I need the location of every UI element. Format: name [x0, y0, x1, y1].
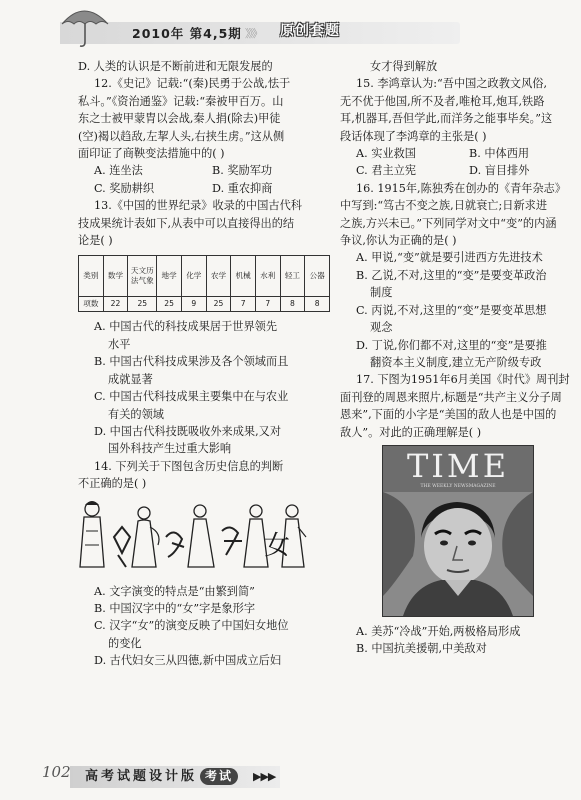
q14-option-b: B. 中国汉字中的“女”字是象形字	[94, 601, 256, 615]
q16-option-d: D. 丁说,你们都不对,这里的“变”是要推	[356, 338, 547, 352]
time-magazine-cover	[382, 445, 534, 617]
q16-option-b: B. 乙说,不对,这里的“变”是要变革政治	[356, 268, 547, 282]
issue-label: 2010年 第4,5期	[132, 26, 242, 41]
question-15: 15. 李鸿章认为:“吾中国之政教文风俗, 无不优于他国,所不及者,唯枪耳,炮耳,铁路 耳,机器耳,吾但学此,而洋务之能事毕矣。”这 段话体现了李鸿章的主张是( ) A. 实业救国 B. 中体西用 C. 君主立宪 D. 盲目排外	[340, 75, 581, 179]
q15-option-d: D. 盲目排外	[469, 164, 530, 178]
q13-option-c: C. 中国古代科技成果主要集中在与农业	[94, 390, 289, 404]
q11-option-d: D. 人类的认识是不断前进和无限发展的	[78, 60, 273, 73]
footer-title: 高考试题设计版	[85, 769, 198, 784]
header-chevrons: 》》》	[245, 27, 261, 40]
time-subtitle: THE WEEKLY NEWSMAGAZINE	[420, 483, 496, 489]
question-17: 17. 下图为1951年6月美国《时代》周刊封 面刊登的周恩来照片,标题是“共产主义分子周 恩来”,下面的小字是“美国的敌人也是中国的 敌人”。对此的正确理解是( ) TIME THE WEEKLY NEWSMAGAZINE A. 美苏“冷战”开始,两极格局形成 B. 中国抗美援朝,中美敌对	[340, 371, 581, 657]
q17-option-b: B. 中国抗美援朝,中美敌对	[356, 642, 487, 656]
nu-character-evolution-figure	[78, 497, 308, 577]
q14-option-a: A. 文字演变的特点是“由繁到简”	[94, 584, 255, 598]
left-column	[78, 58, 330, 670]
page-footer	[40, 760, 520, 794]
q14-option-c: C. 汉字“女”的演变反映了中国妇女地位	[94, 619, 289, 633]
page-number: 102	[42, 763, 71, 781]
q15-option-a: A. 实业救国	[356, 147, 416, 161]
series-title: 原创套题	[280, 23, 340, 39]
q12-options-ab	[78, 162, 330, 179]
q13-option-d: D. 中国古代科技既吸收外来成果,又对	[94, 424, 282, 438]
question-12: 12.《史记》记载:“(秦)民勇于公战,怯于 私斗。”《资治通鉴》记载:“秦被甲百万。山 东之士被甲蒙胄以会战,秦人捐(除去)甲徒 (空)褐以趋敌,左挈人头,右挟生虏。”这从侧 面印证了商鞅变法措施中的( ) A. 连坐法 B. 奖励军功 C. 奖励耕织 D. 重农抑商	[78, 75, 330, 197]
question-14: 14. 下列关于下图包含历史信息的判断 不正确的是( ) 女 A. 文字演变的特点是“由繁到简” B. 中国汉字中的“女”字是象形字 C. 汉字“女”的演变反映了中国妇女地位 的变化 D. 古代妇女三从四德,新中国成立后妇	[78, 458, 330, 670]
q16-option-c: C. 丙说,不对,这里的“变”是要变革思想	[356, 303, 547, 317]
q12-option-a: A. 连坐法	[94, 164, 143, 178]
q12-option-d: D. 重农抑商	[212, 181, 273, 195]
question-13: 13.《中国的世界纪录》收录的中国古代科 技成果统计表如下,从表中可以直接得出的结 论是( ) 类别 数学 天文历法气象 地学 化学 农学 机械 水利 轻工 公器 项数 22 25 25 9 25 7 7 8 8 A. 中国古代的科技成果居于世界领先 水平 B. 中国古代科技成果涉及各个领域而且 成就显著 C. 中国古代科技成果主要集中在与农业 有关的领域 D. 中国古代科技既吸收外来成果,又对 国外科技产生过重大影响	[78, 197, 330, 457]
q17-option-a: A. 美苏“冷战”开始,两极格局形成	[356, 624, 521, 638]
q15-option-c: C. 君主立宪	[356, 164, 417, 178]
q16-option-a: A. 甲说,“变”就是要引进西方先进技术	[356, 251, 543, 265]
q12-options-cd	[78, 180, 330, 197]
q13-option-b: B. 中国古代科技成果涉及各个领域而且	[94, 355, 289, 369]
footer-arrows-icon: ▶▶▶	[253, 770, 276, 783]
q14-option-d-cont: 女才得到解放	[370, 60, 438, 73]
umbrella-icon	[58, 4, 110, 48]
time-masthead: TIME	[406, 446, 510, 485]
science-achievements-table	[78, 255, 330, 312]
q15-option-b: B. 中体西用	[469, 147, 530, 161]
right-column	[340, 58, 581, 658]
q14-option-d: D. 古代妇女三从四德,新中国成立后妇	[94, 654, 282, 668]
table-row: 项数 22 25 25 9 25 7 7 8 8	[79, 297, 330, 312]
q12-option-b: B. 奖励军功	[212, 164, 273, 178]
portrait-photo	[383, 446, 533, 616]
question-16: 16. 1915年,陈独秀在创办的《青年杂志》 中写到:“笃古不变之族,日就衰亡;日新求进 之族,方兴未已。”下列同学对文中“变”的内涵 争议,你认为正确的是( ) A. 甲说,“变”就是要引进西方先进技术 B. 乙说,不对,这里的“变”是要变革政治 制度 C. 丙说,不对,这里的“变”是要变革思想 观念 D. 丁说,你们都不对,这里的“变”是要推 翻资本主义制度,建立无产阶级专政	[340, 180, 581, 371]
q12-option-c: C. 奖励耕织	[94, 181, 155, 195]
table-header-row: 类别 数学 天文历法气象 地学 化学 农学 机械 水利 轻工 公器	[79, 256, 330, 297]
q13-option-a: A. 中国古代的科技成果居于世界领先	[94, 320, 278, 334]
page-header	[0, 0, 581, 48]
nu-character-2: 女	[264, 530, 291, 561]
footer-badge: 考试	[200, 768, 238, 785]
